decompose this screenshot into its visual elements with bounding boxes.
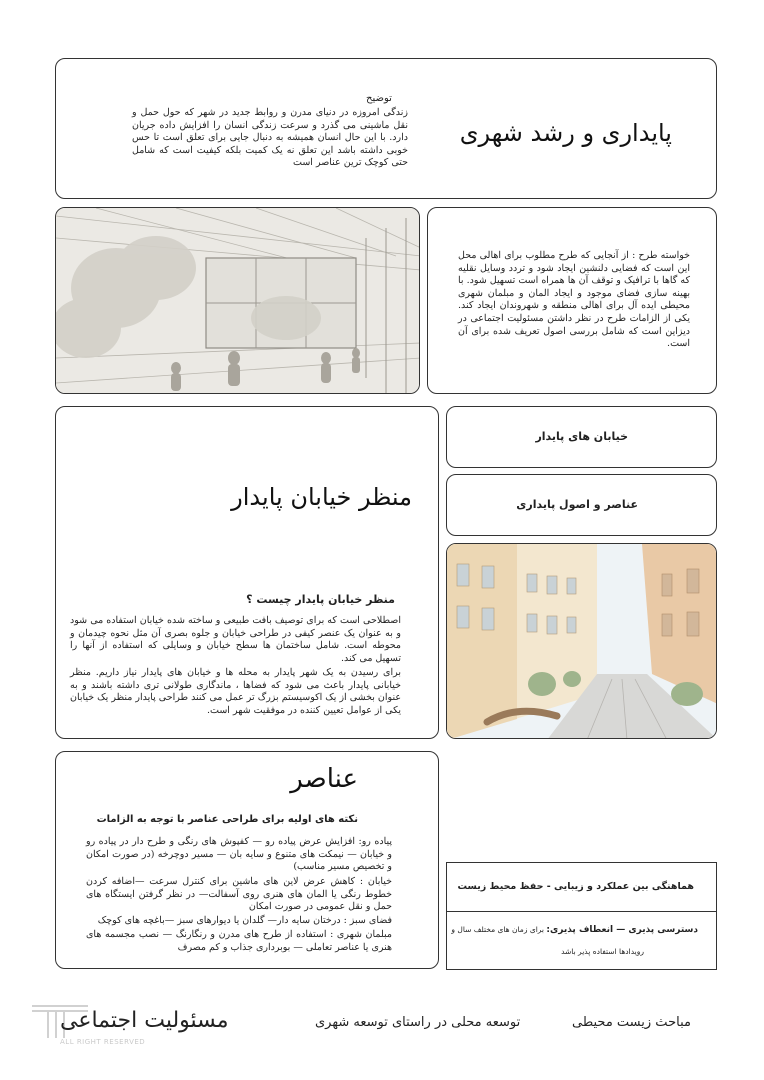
- description-text: زندگی امروزه در دنیای مدرن و روابط جدید در شهر که حول حمل و نقل ماشینی می گذرد و سرعت زندگی انسان را افزایش داده جریان دارد. با این حال انسان همیشه به دنبال جایی برای تعلق است تا حس خوبی داشته باشد این تعلق نه یک کمیت بلکه کیفیت است که شامل حتی کوچک ترین عناصر است: [132, 107, 408, 169]
- interior-sketch-image: [55, 207, 420, 394]
- sketch-drawing: [56, 208, 420, 394]
- sustainability-principles-button[interactable]: [446, 474, 717, 536]
- description-label: توضیح: [366, 93, 392, 104]
- watermark-subtext: ALL RIGHT RESERVED: [60, 1038, 146, 1046]
- footer-local-development: توسعه محلی در راستای توسعه شهری: [315, 1015, 521, 1030]
- harmony-line-3: رویدادها استفاده پذیر باشد: [561, 947, 644, 956]
- landscape-box: [55, 406, 439, 739]
- harmony-divider: [447, 911, 716, 912]
- elements-box: [55, 751, 439, 969]
- elements-line-4: مبلمان شهری : استفاده از طرح های مدرن و رنگارنگ — نصب مجسمه های هنری یا عناصر تعاملی — بوبرداری جذاب و کم مصرف: [86, 929, 392, 953]
- header-box: [55, 58, 717, 199]
- elements-line-3: فضای سبز : درختان سایه دار— گلدان یا دیوارهای سبز —باغچه های کوچک: [97, 915, 392, 926]
- landscape-paragraph-2: برای رسیدن به یک شهر پایدار به محله ها و خیابان های پایدار نیاز داریم. منظر خیابانی پایدار باعث می شود که فضاها ، ماندگاری طولانی تری داشته باشند و به عنوان بخشی از یک اکوسیستم بزرگ تر عمل می کنند طراحی پایدار منظر یک خیابان یکی از عوامل تعیین کننده در موفقیت شهر است.: [70, 667, 401, 716]
- landscape-question: منظر خیابان پایدار چیست ؟: [246, 593, 395, 606]
- harmony-line-2-rest: برای زمان های مختلف سال و: [451, 925, 547, 934]
- landscape-paragraph-1: اصطلاحی است که برای توصیف بافت طبیعی و ساخته شده خیابان استفاده می شود و به عنوان یک عنصر کیفی در طراحی خیابان و جلوه بصری آن مثل نحوه چیدمان و محوطه است. شامل ساختمان ها سطح خیابان و وسایلی که استفاده از آنها را تسهیل می کند.: [70, 615, 401, 664]
- design-goal-text: خواسته طرح : از آنجایی که طرح مطلوب برای اهالی محل این است که فضایی دلنشین ایجاد شود و تردد وسایل نقلیه که گاها با ترافیک و توقف آن ها همراه است تسهیل شود. با بهینه سازی فضای موجود و ایجاد المان و مبلمان شهری محیطی ایده آل برای اهالی منطقه و شهروندان ایجاد کند. یکی از الزامات طرح در نظر داشتن مسئولیت اجتماعی در دیزاین است که شامل بررسی اصول تعریف شده برای آن است.: [458, 250, 690, 350]
- footer-environmental-topics: مباحث زیست محیطی: [572, 1015, 691, 1030]
- street-photo-drawing: [447, 544, 717, 739]
- sustainability-principles-label: عناصر و اصول پایداری: [516, 498, 638, 511]
- harmony-line-2: [451, 925, 698, 935]
- design-goal-box: [427, 207, 717, 394]
- elements-line-2: خیابان : کاهش عرض لاین های ماشین برای کنترل سرعت —اضافه کردن خطوط رنگی یا المان های هنری روی آسفالت— در نظر گرفتن ایستگاه های حمل و نقل عمومی در صورت امکان: [86, 876, 392, 913]
- harmony-line-1: هماهنگی بین عملکرد و زیبایی - حفظ محیط زیست: [457, 881, 694, 892]
- elements-title: عناصر: [290, 764, 358, 794]
- street-photo: [446, 543, 717, 739]
- elements-line-1: پیاده رو: افزایش عرض پیاده رو — کفپوش های رنگی و طرح دار در پیاده رو و خیابان — نیمکت های متنوع و سایه بان — مسیر دوچرخه (در صورت امکان و تخصیص مسیر مناسب): [86, 836, 392, 873]
- sustainable-streets-button[interactable]: [446, 406, 717, 468]
- page-title: پایداری و رشد شهری: [459, 119, 672, 147]
- elements-subtitle: نکته های اولیه برای طراحی عناصر با توجه به الزامات: [96, 814, 358, 825]
- landscape-title: منظر خیابان پایدار: [231, 483, 412, 511]
- harmony-box: [446, 862, 717, 970]
- sustainable-streets-label: خیابان های پایدار: [535, 430, 628, 443]
- footer-social-responsibility: مسئولیت اجتماعی: [60, 1008, 229, 1033]
- harmony-line-2-bold: دسترسی پذیری — انعطاف پذیری:: [546, 925, 698, 935]
